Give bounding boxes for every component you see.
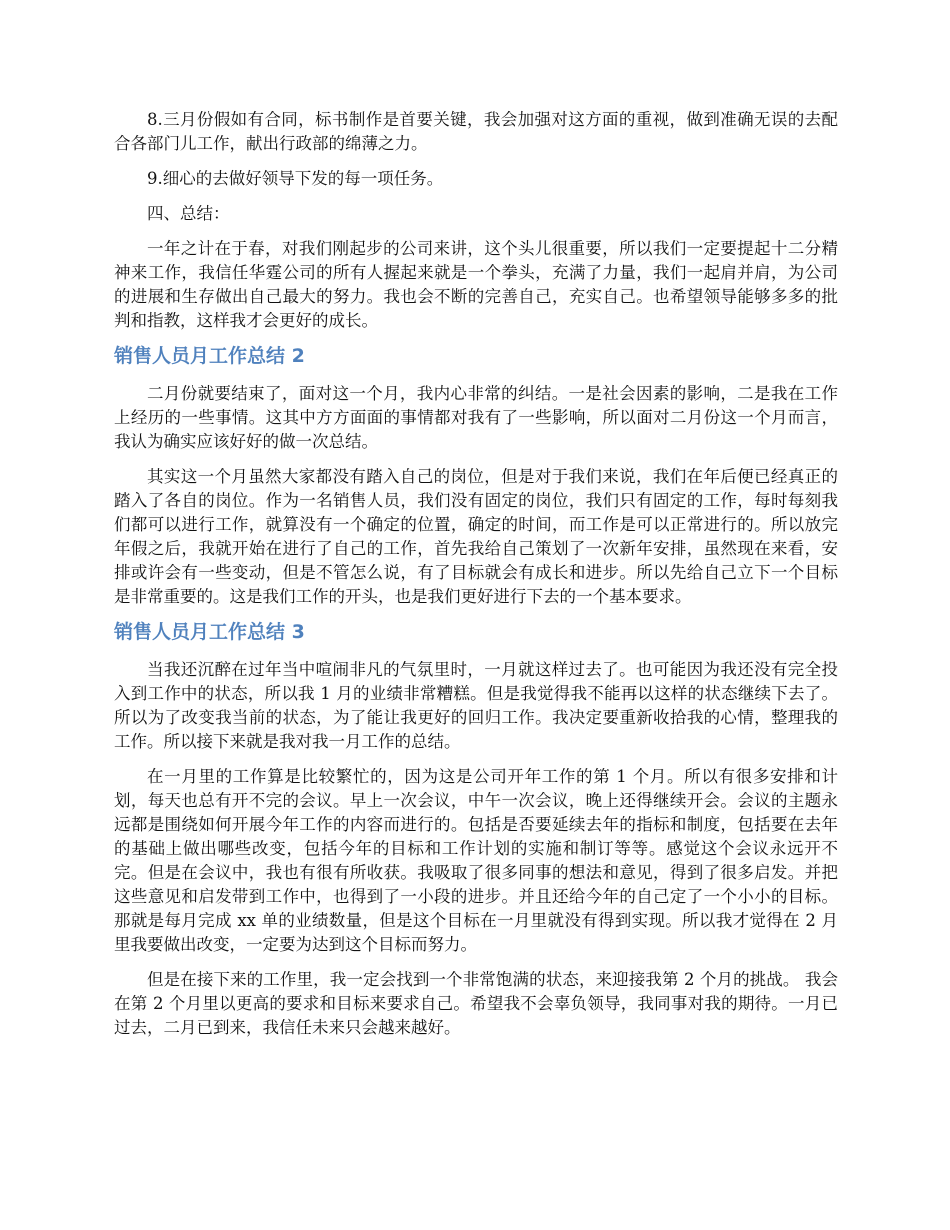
paragraph: 四、总结： bbox=[147, 204, 230, 223]
section-heading: 销售人员月工作总结 2 bbox=[114, 345, 305, 367]
paragraph: 一年之计在于春，对我们刚起步的公司来讲，这个头儿很重要，所以我们一定要提起十二分精神来工作，我信任华霆公司的所有人握起来就是一个拳头，充满了力量，我们一起肩并肩，为公司的进展和生存做出自己最大的努力。我也会不断的完善自己，充实自己。也希望领导能够多多的批判和指教，这样我才会更好的成长。 bbox=[114, 239, 838, 330]
paragraph: 但是在接下来的工作里，我一定会找到一个非常饱满的状态，来迎接我第 2 个月的挑战。 我会在第 2 个月里以更高的要求和目标来要求自己。希望我不会辜负领导，我同事对我的期待。一月已过去，二月已到来，我信任未来只会越来越好。 bbox=[114, 970, 838, 1037]
paragraph: 其实这一个月虽然大家都没有踏入自己的岗位，但是对于我们来说，我们在年后便已经真正的踏入了各自的岗位。作为一名销售人员，我们没有固定的岗位，我们只有固定的工作，每时每刻我们都可以进行工作，就算没有一个确定的位置，确定的时间，而工作是可以正常进行的。所以放完年假之后，我就开始在进行了自己的工作，首先我给自己策划了一次新年安排，虽然现在来看，安排或许会有一些变动，但是不管怎么说，有了目标就会有成长和进步。所以先给自己立下一个目标是非常重要的。这是我们工作的开头，也是我们更好进行下去的一个基本要求。 bbox=[114, 467, 838, 606]
paragraph: 在一月里的工作算是比较繁忙的，因为这是公司开年工作的第 1 个月。所以有很多安排和计划，每天也总有开不完的会议。早上一次会议，中午一次会议，晚上还得继续开会。会议的主题永远都是围绕如何开展今年工作的内容而进行的。包括是否要延续去年的指标和制度，包括要在去年的基础上做出哪些改变，包括今年的目标和工作计划的实施和制订等等。感觉这个会议永远开不完。但是在会议中，我也有很有所收获。我吸取了很多同事的想法和意见，得到了很多启发。并把这些意见和启发带到工作中，也得到了一小段的进步。并且还给今年的自己定了一个小小的目标。那就是每月完成 xx 单的业绩数量，但是这个目标在一月里就没有得到实现。所以我才觉得在 2 月里我要做出改变，一定要为达到这个目标而努力。 bbox=[114, 767, 838, 954]
paragraph: 二月份就要结束了，面对这一个月，我内心非常的纠结。一是社会因素的影响，二是我在工作上经历的一些事情。这其中方方面面的事情都对我有了一些影响，所以面对二月份这一个月而言，我认为确实应该好好的做一次总结。 bbox=[114, 384, 838, 451]
paragraph: 当我还沉醉在过年当中喧闹非凡的气氛里时，一月就这样过去了。也可能因为我还没有完全投入到工作中的状态，所以我 1 月的业绩非常糟糕。但是我觉得我不能再以这样的状态继续下去了。所以为了改变我当前的状态，为了能让我更好的回归工作。我决定要重新收拾我的心情，整理我的工作。所以接下来就是我对我一月工作的总结。 bbox=[114, 660, 838, 751]
document-page bbox=[114, 108, 838, 1051]
section-heading: 销售人员月工作总结 3 bbox=[114, 621, 305, 643]
paragraph: 8.三月份假如有合同，标书制作是首要关键，我会加强对这方面的重视，做到准确无误的去配合各部门儿工作，献出行政部的绵薄之力。 bbox=[114, 110, 838, 153]
paragraph: 9.细心的去做好领导下发的每一项任务。 bbox=[147, 169, 444, 188]
